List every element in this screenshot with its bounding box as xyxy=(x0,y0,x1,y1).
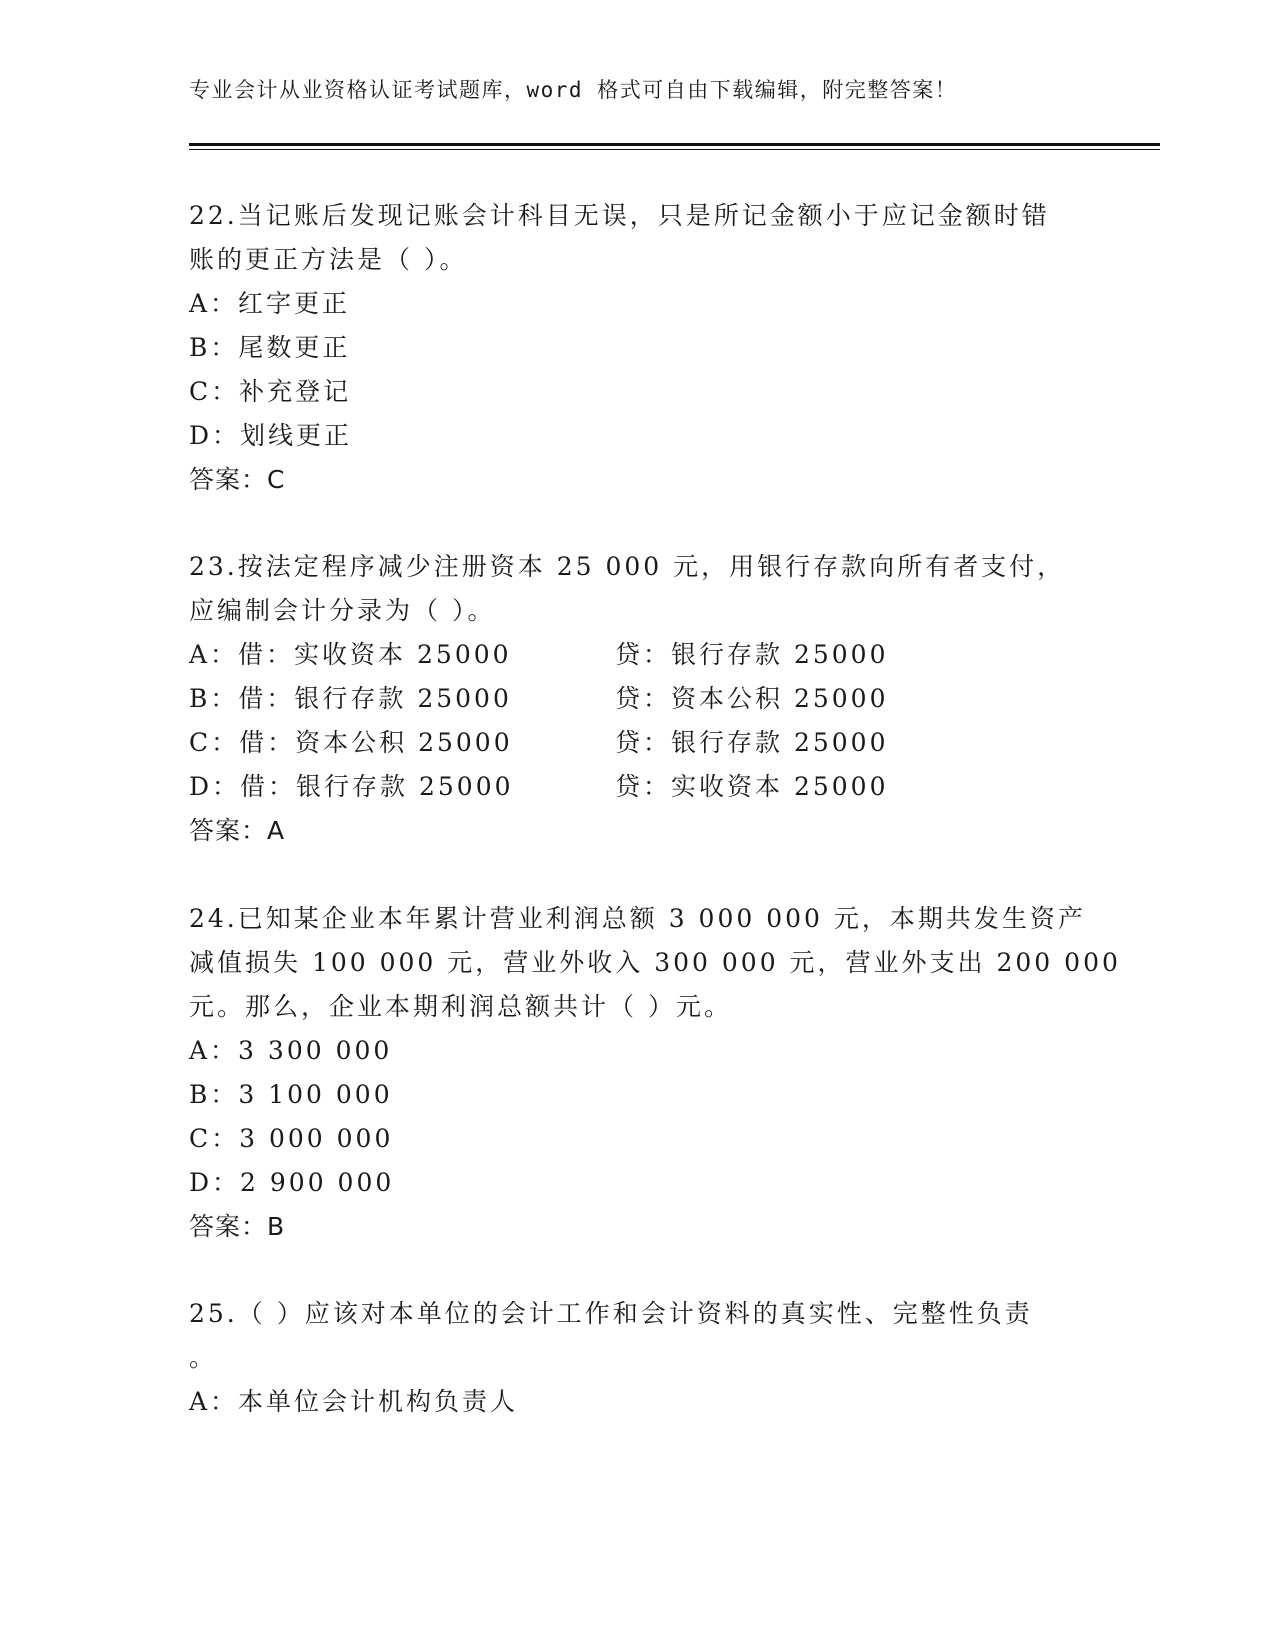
header-rule-thin xyxy=(189,149,1160,150)
question-23-text-line-2: 应编制会计分录为（ ）。 xyxy=(189,596,496,625)
header-rule-thick xyxy=(189,143,1160,146)
question-24-option-c: C：3 000 000 xyxy=(189,1124,394,1153)
question-23-option-d-debit: D：借：银行存款 25000 xyxy=(189,772,514,801)
question-24-option-a: A：3 300 000 xyxy=(189,1036,393,1065)
question-22-text-line-2: 账的更正方法是（ ）。 xyxy=(189,245,468,274)
question-22-text-line-1: 22.当记账后发现记账会计科目无误，只是所记金额小于应记金额时错 xyxy=(189,201,1050,230)
question-23-answer: 答案：A xyxy=(189,816,286,845)
question-24-text-line-2: 减值损失 100 000 元，营业外收入 300 000 元，营业外支出 200 000 xyxy=(189,948,1121,977)
question-23-option-a-credit: 贷：银行存款 25000 xyxy=(615,640,889,669)
question-24-text-line-1: 24.已知某企业本年累计营业利润总额 3 000 000 元，本期共发生资产 xyxy=(189,904,1086,933)
question-22-option-b: B：尾数更正 xyxy=(189,333,351,362)
header-text: 专业会计从业资格认证考试题库，word 格式可自由下载编辑，附完整答案！ xyxy=(189,78,958,102)
question-23-option-d-credit: 贷：实收资本 25000 xyxy=(615,772,889,801)
question-22-option-a: A：红字更正 xyxy=(189,289,351,318)
question-25-option-a: A：本单位会计机构负责人 xyxy=(189,1387,519,1416)
question-23-text-line-1: 23.按法定程序减少注册资本 25 000 元，用银行存款向所有者支付， xyxy=(189,552,1066,581)
question-23-option-c-credit: 贷：银行存款 25000 xyxy=(615,728,889,757)
question-22-option-c: C：补充登记 xyxy=(189,377,352,406)
question-22-answer: 答案：C xyxy=(189,465,286,494)
question-24-text-line-3: 元。那么，企业本期利润总额共计（ ）元。 xyxy=(189,992,732,1021)
question-22-option-d: D：划线更正 xyxy=(189,421,353,450)
question-24-option-b: B：3 100 000 xyxy=(189,1080,393,1109)
question-24-option-d: D：2 900 000 xyxy=(189,1168,395,1197)
question-23-option-b-debit: B：借：银行存款 25000 xyxy=(189,684,512,713)
question-23-option-c-debit: C：借：资本公积 25000 xyxy=(189,728,513,757)
question-25-text-line-1: 25.（ ）应该对本单位的会计工作和会计资料的真实性、完整性负责 xyxy=(189,1299,1033,1328)
question-24-answer: 答案：B xyxy=(189,1212,286,1241)
question-25-text-line-2: 。 xyxy=(189,1343,218,1372)
question-23-option-a-debit: A：借：实收资本 25000 xyxy=(189,640,512,669)
question-23-option-b-credit: 贷：资本公积 25000 xyxy=(615,684,889,713)
